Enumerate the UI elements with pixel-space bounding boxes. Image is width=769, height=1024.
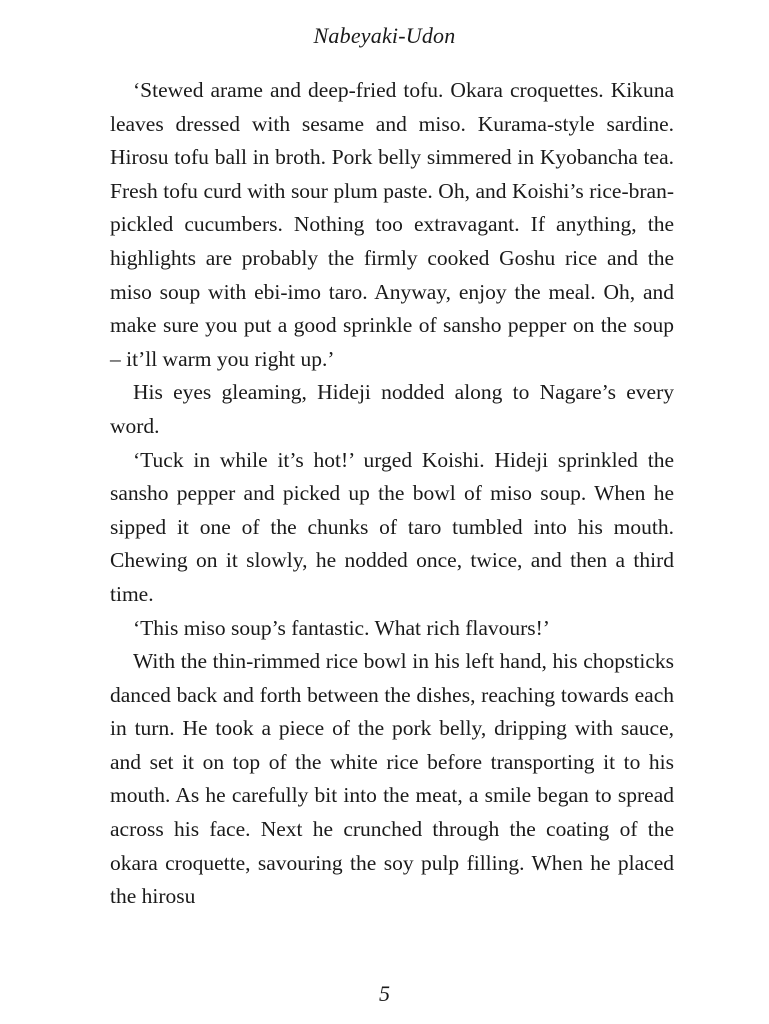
paragraph: ‘This miso soup’s fantastic. What rich flavours!’ (133, 615, 550, 640)
page-number: 5 (379, 981, 390, 1006)
running-head: Nabeyaki-Udon (313, 23, 456, 48)
body-text (110, 74, 674, 914)
paragraph: His eyes gleaming, Hideji nodded along to Nagare’s every word. (110, 380, 674, 438)
paragraph: ‘Tuck in while it’s hot!’ urged Koishi. Hideji sprinkled the sansho pepper and picked up the bowl of miso soup. When he sipped it one of the chunks of taro tumbled into his mouth. Chewing on it slowly, he nodded once, twice, and then a third time. (110, 447, 674, 606)
paragraph: With the thin-rimmed rice bowl in his left hand, his chopsticks danced back and forth between the dishes, reaching towards each in turn. He took a piece of the pork belly, dripping with sauce, and set it on top of the white rice before transporting it to his mouth. As he carefully bit into the meat, a smile began to spread across his face. Next he crunched through the coating of the okara croquette, savouring the soy pulp filling. When he placed the hirosu (110, 649, 674, 909)
paragraph: ‘Stewed arame and deep-fried tofu. Okara croquettes. Kikuna leaves dressed with sesame and miso. Kurama-style sardine. Hirosu tofu ball in broth. Pork belly simmered in Kyobancha tea. Fresh tofu curd with sour plum paste. Oh, and Koishi’s rice-bran-pickled cucumbers. Nothing too extravagant. If anything, the highlights are probably the firmly cooked Goshu rice and the miso soup with ebi-imo taro. Anyway, enjoy the meal. Oh, and make sure you put a good sprinkle of sansho pepper on the soup – it’ll warm you right up.’ (110, 78, 674, 371)
